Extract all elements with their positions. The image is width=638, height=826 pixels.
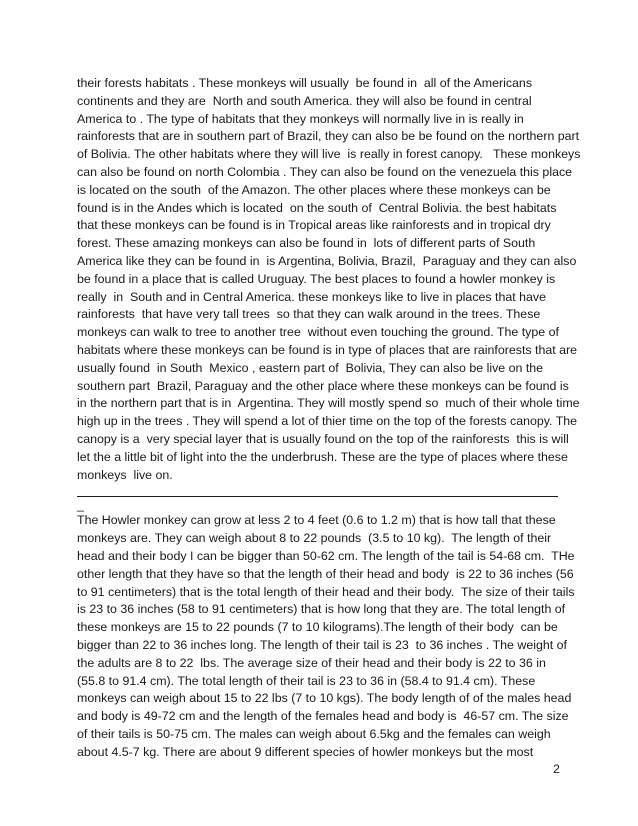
- text-line: southern part Brazil, Paraguay and the other place where these monkeys can be found is: [77, 378, 569, 393]
- text-line: is located on the south of the Amazon. The other places where these monkeys can be: [77, 182, 551, 197]
- text-line: these monkeys are 15 to 22 pounds (7 to 10 kilograms).The length of their body can be: [77, 620, 558, 635]
- text-line: of Bolivia. The other habitats where they will live is really in forest canopy. These monkeys: [77, 147, 581, 162]
- text-line: head and their body I can be bigger than 50-62 cm. The length of the tail is 54-68 cm. THe: [77, 548, 575, 563]
- page-content: [77, 75, 587, 761]
- text-line: continents and they are North and south America. they will also be found in central: [77, 93, 532, 108]
- text-line: found is in the Andes which is located on the south of Central Bolivia. the best habitats: [77, 200, 557, 215]
- text-line: monkeys are. They can weigh about 8 to 22 pounds (3.5 to 10 kg). The length of their: [77, 531, 552, 546]
- text-line: to 91 centimeters) that is the total length of their head and their body. The size of their tails: [77, 584, 575, 599]
- text-line: of their tails is 50-75 cm. The males can weigh about 6.5kg and the females can weigh: [77, 726, 551, 741]
- separator-dash: _: [77, 498, 84, 513]
- text-line: high up in the trees . They will spend a lot of thier time on the top of the forests canopy. The: [77, 414, 578, 429]
- text-line: canopy is a very special layer that is usually found on the top of the rainforests this is will: [77, 431, 569, 446]
- text-line: The Howler monkey can grow at less 2 to 4 feet (0.6 to 1.2 m) that is how tall that these: [77, 513, 556, 528]
- text-line: rainforests that are in southern part of Brazil, they can also be be found on the northern part: [77, 129, 580, 144]
- text-line: bigger than 22 to 36 inches long. The length of their tail is 23 to 36 inches . The weight of: [77, 637, 567, 652]
- text-line: in the northern part that is in Argentina. They will mostly spend so much of their whole time: [77, 396, 580, 411]
- text-line: (55.8 to 91.4 cm). The total length of their tail is 23 to 36 in (58.4 to 91.4 cm). These: [77, 673, 536, 688]
- text-line: is 23 to 36 inches (58 to 91 centimeters) that is how long that they are. The total length of: [77, 602, 566, 617]
- text-line: can also be found on north Colombia . They can also be found on the venezuela this place: [77, 164, 573, 179]
- text-line: forest. These amazing monkeys can also be found in lots of different parts of South: [77, 236, 536, 251]
- text-line: monkeys can weigh about 15 to 22 lbs (7 to 10 kgs). The body length of of the males head: [77, 691, 572, 706]
- text-line: and body is 49-72 cm and the length of the females head and body is 46-57 cm. The size: [77, 709, 569, 724]
- text-line: that these monkeys can be found is in Tropical areas like rainforests and in tropical dry: [77, 218, 551, 233]
- size-paragraph: [77, 512, 587, 761]
- page-number: 2: [553, 762, 560, 776]
- text-line: usually found in South Mexico , eastern part of Bolivia, They can also be live on the: [77, 360, 544, 375]
- text-line: monkeys live on.: [77, 467, 173, 482]
- habitat-paragraph: [77, 75, 587, 484]
- text-line: rainforests that have very tall trees so that they can walk around in the trees. These: [77, 307, 541, 322]
- text-line: be found in a place that is called Uruguay. The best places to found a howler monkey is: [77, 271, 556, 286]
- text-line: about 4.5-7 kg. There are about 9 different species of howler monkeys but the most: [77, 744, 534, 759]
- text-line: other length that they have so that the length of their head and body is 22 to 36 inches (56: [77, 566, 574, 581]
- text-line: the adults are 8 to 22 lbs. The average size of their head and their body is 22 to 36 in: [77, 655, 546, 670]
- text-line: America like they can be found in is Argentina, Bolivia, Brazil, Paraguay and they can also: [77, 253, 577, 268]
- text-line: monkeys can walk to tree to another tree without even touching the ground. The type of: [77, 325, 559, 340]
- text-line: habitats where these monkeys can be found is in type of places that are rainforests that are: [77, 342, 578, 357]
- text-line: really in South and in Central America. these monkeys like to live in places that have: [77, 289, 547, 304]
- text-line: America to . The type of habitats that they monkeys will normally live in is really in: [77, 111, 524, 126]
- text-line: let the a little bit of light into the the underbrush. These are the type of places where these: [77, 449, 568, 464]
- horizontal-rule: [77, 496, 558, 497]
- text-line: their forests habitats . These monkeys will usually be found in all of the Americans: [77, 76, 533, 90]
